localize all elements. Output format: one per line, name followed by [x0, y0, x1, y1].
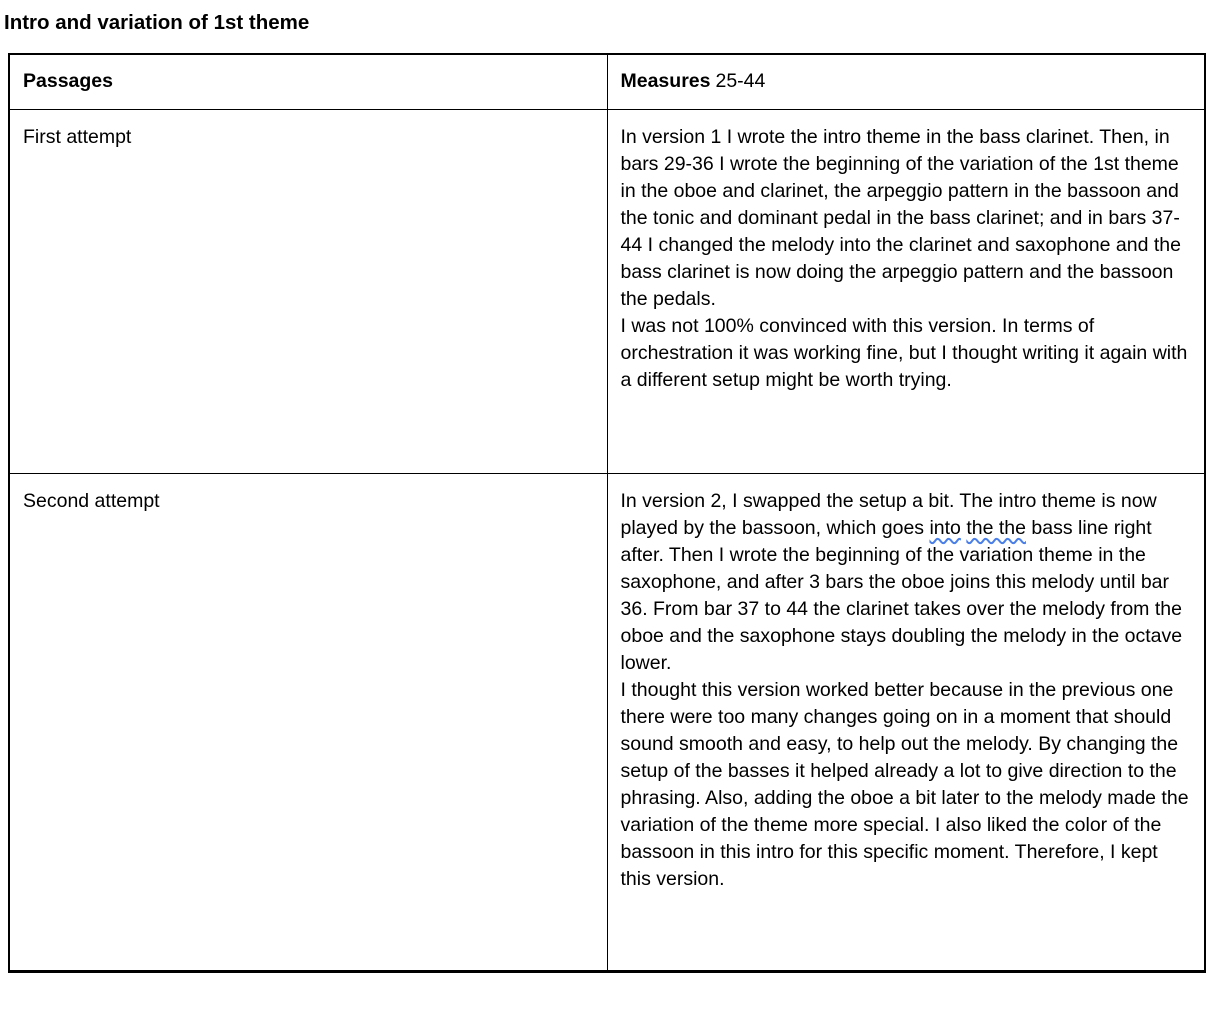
- passage-label: First attempt: [23, 125, 132, 148]
- passages-header-label: Passages: [23, 70, 113, 93]
- passages-header-cell: [9, 54, 607, 109]
- detail-paragraph: [621, 488, 1192, 677]
- table-row: [9, 109, 1205, 473]
- passage-cell: [9, 473, 607, 971]
- table-row: [9, 473, 1205, 971]
- passage-label: Second attempt: [23, 489, 160, 512]
- text-segment: bass line right after. Then I wrote the beginning of the variation theme in the saxophone, and after 3 bars the oboe joins this melody until bar 36. From bar 37 to 44 the clarinet takes over the melody from the oboe and the saxophone stays doubling the melody in the octave lower.: [620, 516, 1183, 674]
- text-segment: In version 2, I swapped the setup a bit. The intro theme is now played by the bassoon, which goes: [620, 489, 1157, 539]
- table-header: [9, 54, 1205, 109]
- detail-paragraph: [621, 677, 1192, 893]
- text-segment: In version 1 I wrote the intro theme in the bass clarinet. Then, in bars 29-36 I wrote the beginning of the variation of the 1st theme in the oboe and clarinet, the arpeggio pattern in the bassoon and the tonic and dominant pedal in the bass clarinet; and in bars 37-44 I changed the melody into the clarinet and saxophone and the bass clarinet is now doing the arpeggio pattern and the bassoon the pedals.: [620, 125, 1181, 310]
- detail-paragraph: [621, 124, 1192, 313]
- text-segment: I was not 100% convinced with this version. In terms of orchestration it was working fine, but I thought writing it again with a different setup might be worth trying.: [620, 314, 1188, 391]
- text-segment: I thought this version worked better because in the previous one there were too many changes going on in a moment that should sound smooth and easy, to help out the melody. By changing the setup of the basses it helped already a lot to give direction to the phrasing. Also, adding the oboe a bit later to the melody made the variation of the theme more special. I also liked the color of the bassoon in this intro for this specific moment. Therefore, I kept this version.: [620, 678, 1189, 890]
- measures-header-label: Measures: [620, 70, 711, 93]
- detail-cell: [607, 473, 1205, 971]
- detail-paragraph: [621, 313, 1192, 394]
- measures-header-cell: [607, 54, 1205, 109]
- grammar-suggestion[interactable]: into: [929, 516, 961, 539]
- table-body: [9, 109, 1205, 971]
- document-heading: Intro and variation of 1st theme: [4, 11, 310, 34]
- passage-cell: [9, 109, 607, 473]
- passages-table: [8, 53, 1206, 973]
- grammar-suggestion[interactable]: the the: [966, 516, 1026, 539]
- measures-value: 25-44: [715, 70, 766, 93]
- header-row: [9, 54, 1205, 109]
- detail-cell: [607, 109, 1205, 473]
